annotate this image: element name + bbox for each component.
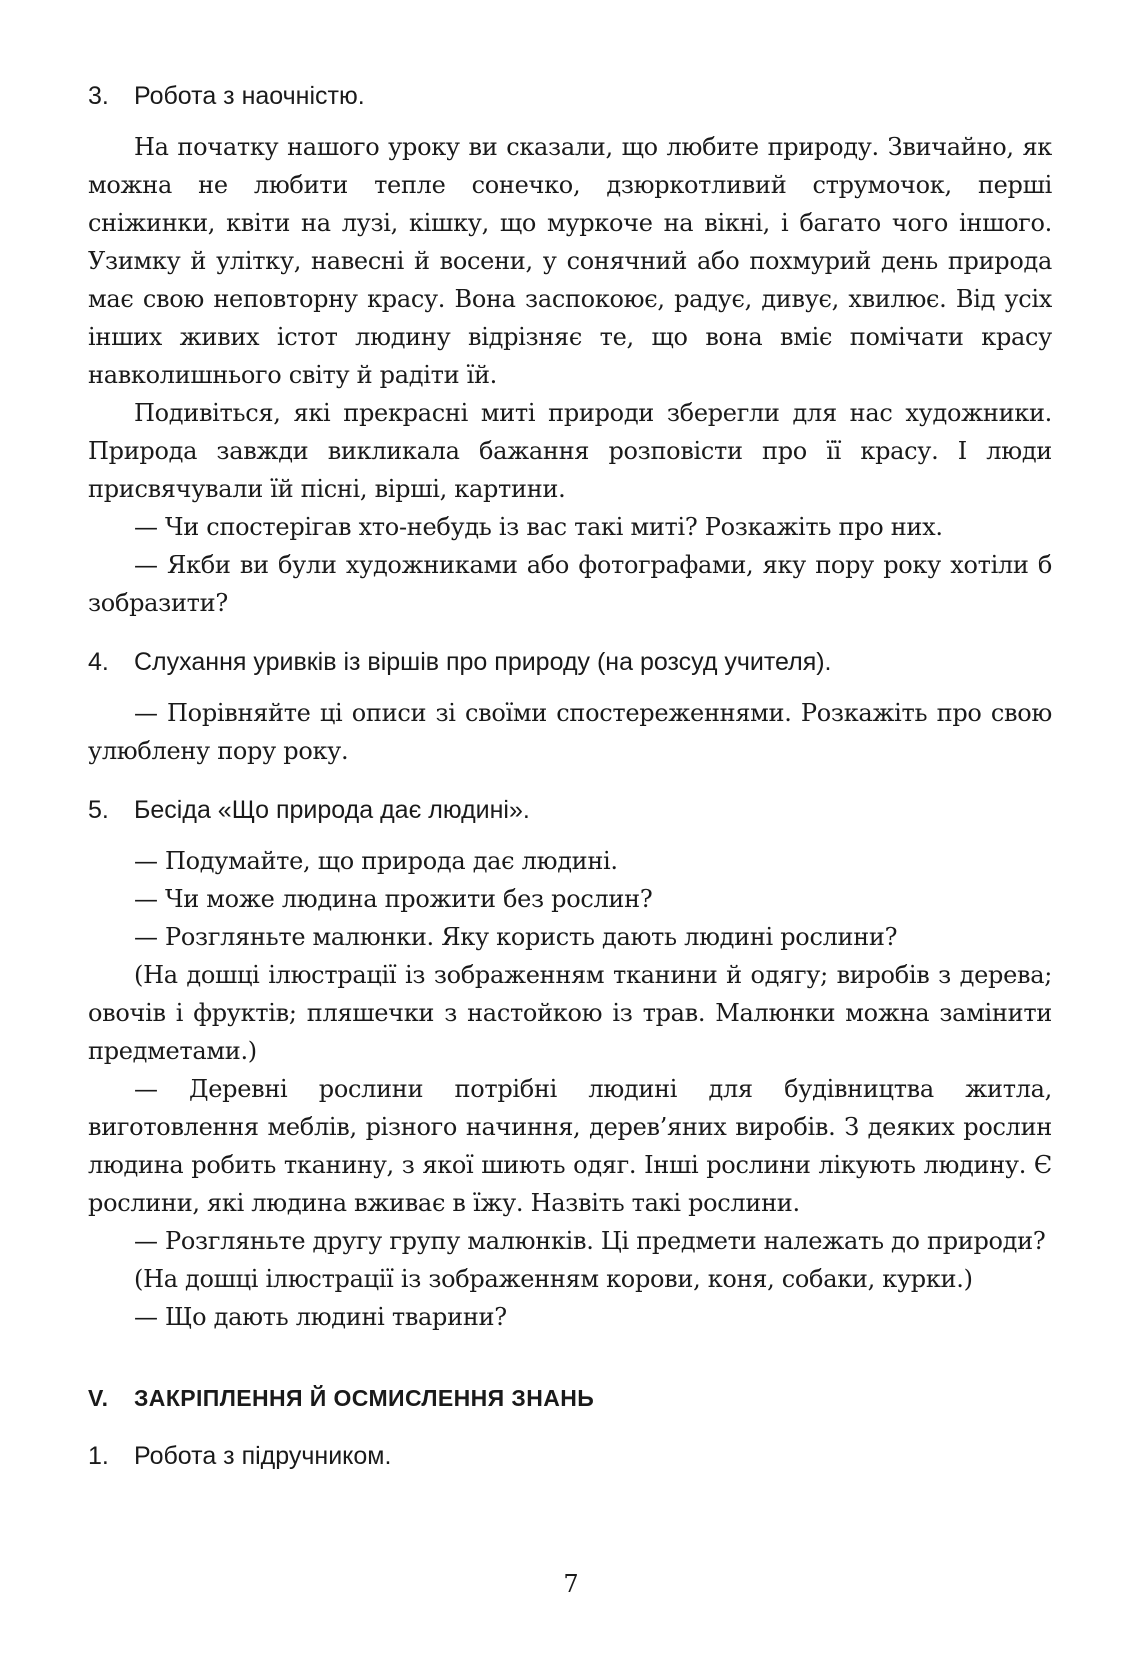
section-heading <box>88 1380 1052 1416</box>
section-number: V. <box>88 1385 109 1411</box>
paragraph: На початку нашого уроку ви сказали, що любите природу. Звичайно, як можна не любити тепле сонечко, дзюркотливий струмочок, перші сніжинки, квіти на лузі, кішку, що муркоче на вікні, і багато чого іншого. Узимку й улітку, навесні й восени, у сонячний або похмурий день природа має свою неповторну красу. Вона заспокоює, радує, дивує, хвилює. Від усіх інших живих істот людину відрізняє те, що вона вміє помічати красу навколишнього світу й радіти їй. <box>88 133 1052 389</box>
item-4-heading <box>88 644 1052 680</box>
paragraph: — Подумайте, що природа дає людині. <box>134 847 618 875</box>
paragraph: — Якби ви були художниками або фотографами, яку пору року хотіли б зобразити? <box>88 551 1052 617</box>
paragraph: — Що дають людині тварини? <box>134 1303 507 1331</box>
item-5-heading <box>88 792 1052 828</box>
paragraph: — Деревні рослини потрібні людині для будівництва житла, виготовлення меблів, різного начиння, дерев’яних виробів. З деяких рослин людина робить тканину, з якої шиють одяг. Інші рослини лікують людину. Є рослини, які людина вживає в їжу. Назвіть такі рослини. <box>88 1075 1052 1217</box>
paragraph: — Розгляньте другу групу малюнків. Ці предмети належать до природи? <box>134 1227 1046 1255</box>
item-number: 3. <box>88 82 109 110</box>
paragraph: — Чи може людина прожити без рослин? <box>134 885 653 913</box>
paragraph: Подивіться, які прекрасні миті природи зберегли для нас художники. Природа завжди викликала бажання розповісти про її красу. І люди присвячували їй пісні, вірші, картини. <box>88 399 1052 503</box>
item-title: Робота з підручником. <box>134 1442 392 1470</box>
item-title: Бесіда «Що природа дає людині». <box>134 796 530 824</box>
paragraph: (На дошці ілюстрації із зображенням корови, коня, собаки, курки.) <box>134 1265 973 1293</box>
item-title: Робота з наочністю. <box>134 82 365 110</box>
item-1-heading <box>88 1438 1052 1474</box>
section-title: ЗАКРІПЛЕННЯ Й ОСМИСЛЕННЯ ЗНАНЬ <box>134 1385 595 1411</box>
page-number: 7 <box>563 1570 579 1598</box>
item-number: 1. <box>88 1442 109 1470</box>
item-number: 4. <box>88 648 109 676</box>
item-3-heading <box>88 78 1052 114</box>
paragraph: — Порівняйте ці описи зі своїми спостереженнями. Розкажіть про свою улюблену пору року. <box>88 699 1052 765</box>
paragraph: — Чи спостерігав хто-небудь із вас такі миті? Розкажіть про них. <box>134 513 943 541</box>
paragraph: — Розгляньте малюнки. Яку користь дають людині рослини? <box>134 923 898 951</box>
item-title: Слухання уривків із віршів про природу (на розсуд учителя). <box>134 648 832 676</box>
paragraph: (На дошці ілюстрації із зображенням тканини й одягу; виробів з дерева; овочів і фруктів; пляшечки з настойкою із трав. Малюнки можна замінити предметами.) <box>88 961 1052 1065</box>
item-number: 5. <box>88 796 109 824</box>
page-content <box>88 78 1052 1474</box>
